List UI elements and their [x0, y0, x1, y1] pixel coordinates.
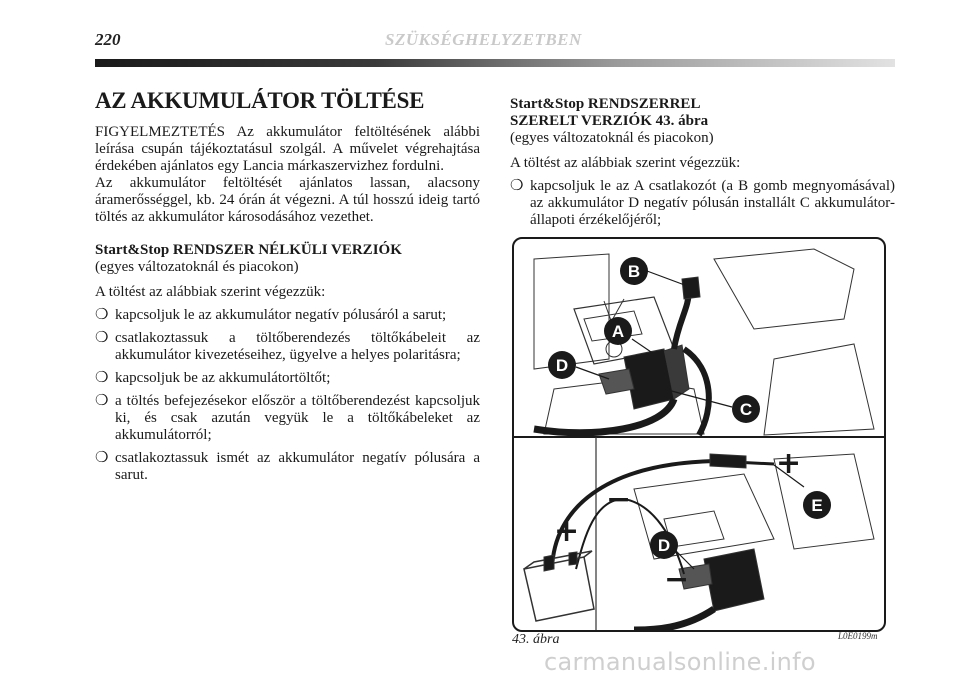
steps-list: [510, 178, 895, 229]
bay-panel-left: [534, 254, 609, 369]
list-item: [95, 330, 480, 364]
step-text: kapcsoljuk le az A csatlakozót (a B gomb megnyomásával) az akkumulátor D negatív pólusán installált C akkumulátor-állapoti érzékelőjéről;: [530, 178, 895, 228]
step-text: a töltés befejezésekor először a töltőberendezést kapcsoljuk ki, és csak azután vegyük le a töltőkábeleket az akkumulátorról;: [115, 393, 480, 443]
minus-bottom-text: −: [664, 562, 690, 597]
page-header: [95, 30, 895, 56]
charger-terminal-positive: [544, 555, 554, 571]
label-d-bottom-text: D: [657, 536, 671, 555]
step-text: csatlakoztassuk a töltőberendezés töltőkábeleit az akkumulátor kivezetéseihez, ügyelve a helyes polaritásra;: [115, 330, 480, 363]
label-b-text: B: [627, 262, 641, 281]
subsection-title-no-startstop: Start&Stop RENDSZER NÉLKÜLI VERZIÓK: [95, 242, 402, 258]
bullet-icon: ❍: [95, 370, 109, 386]
label-c-text: C: [739, 400, 753, 419]
bullet-icon: ❍: [95, 450, 109, 466]
battery-cable: [684, 349, 709, 435]
figure-43: [512, 237, 886, 632]
figure-caption: 43. ábra: [512, 632, 560, 647]
list-item: [95, 450, 480, 484]
list-item: [95, 307, 480, 324]
top-panel: [534, 249, 874, 435]
steps-intro: A töltést az alábbiak szerint végezzük:: [510, 155, 741, 171]
header-rule: [95, 59, 895, 67]
label-d-bottom: [650, 531, 678, 559]
section-title: SZÜKSÉGHELYZETBEN: [385, 30, 582, 49]
watermark: carmanualsonline.info: [544, 648, 816, 676]
label-plus-right: [776, 446, 801, 481]
subsection-title-startstop-line2: SZERELT VERZIÓK 43. ábra: [510, 113, 709, 129]
ground-cable-bottom: [634, 609, 714, 630]
connector-plug: [682, 277, 700, 299]
bullet-icon: ❍: [510, 178, 524, 194]
figure-illustration: [514, 239, 884, 630]
step-text: kapcsoljuk be az akkumulátortöltőt;: [115, 370, 331, 386]
page-number: 220: [95, 30, 121, 49]
sensor-connector-bottom: [704, 549, 764, 611]
bay-component: [764, 344, 874, 435]
step-text: kapcsoljuk le az akkumulátor negatív pólusáról a sarut;: [115, 307, 447, 323]
plus-right-text: +: [776, 446, 802, 481]
charger-box: [524, 557, 594, 621]
label-a-text: A: [611, 322, 625, 341]
right-column: [510, 96, 895, 235]
minus-left-text: −: [606, 482, 632, 517]
list-item: [510, 178, 895, 229]
label-e: [803, 491, 831, 519]
bullet-icon: ❍: [95, 307, 109, 323]
main-heading: AZ AKKUMULÁTOR TÖLTÉSE: [95, 88, 425, 113]
label-c: [732, 395, 760, 423]
subsection-note: (egyes változatoknál és piacokon): [510, 130, 714, 146]
positive-clamp: [710, 454, 746, 468]
subsection-title-startstop-line1: Start&Stop RENDSZERREL: [510, 96, 701, 112]
label-plus-left: [554, 514, 579, 549]
left-column: [95, 88, 480, 490]
subsection-note: (egyes változatoknál és piacokon): [95, 259, 299, 275]
leader-a: [632, 339, 654, 354]
steps-list: [95, 307, 480, 484]
negative-clamp: [599, 369, 634, 394]
steps-intro: A töltést az alábbiak szerint végezzük:: [95, 284, 326, 300]
warning-paragraph: FIGYELMEZTETÉS Az akkumulátor feltöltésének alábbi leírása csupán tájékoztatásul szolgál. A művelet végrehajtása érdekében ajánlatos egy Lancia márkaszervizhez fordulni.: [95, 124, 480, 174]
label-a: [604, 317, 632, 345]
bullet-icon: ❍: [95, 393, 109, 409]
list-item: [95, 393, 480, 444]
label-minus-left: [606, 482, 631, 517]
label-d-top: [548, 351, 576, 379]
advice-paragraph: Az akkumulátor feltöltését ajánlatos lassan, alacsony áramerősséggel, kb. 24 órán át végezni. A túl hosszú ideig tartó töltés az akkumulátor károsodásához vezethet.: [95, 175, 480, 225]
charger-terminal-negative: [569, 552, 577, 565]
list-item: [95, 370, 480, 387]
bay-panel-right: [714, 249, 854, 329]
label-e-text: E: [811, 496, 823, 515]
figure-code: L0E0199m: [838, 631, 878, 641]
label-minus-bottom: [664, 562, 689, 597]
bullet-icon: ❍: [95, 330, 109, 346]
label-b: [620, 257, 648, 285]
plus-left-text: +: [554, 514, 580, 549]
step-text: csatlakoztassuk ismét az akkumulátor negatív pólusára a sarut.: [115, 450, 480, 483]
label-d-top-text: D: [555, 356, 569, 375]
